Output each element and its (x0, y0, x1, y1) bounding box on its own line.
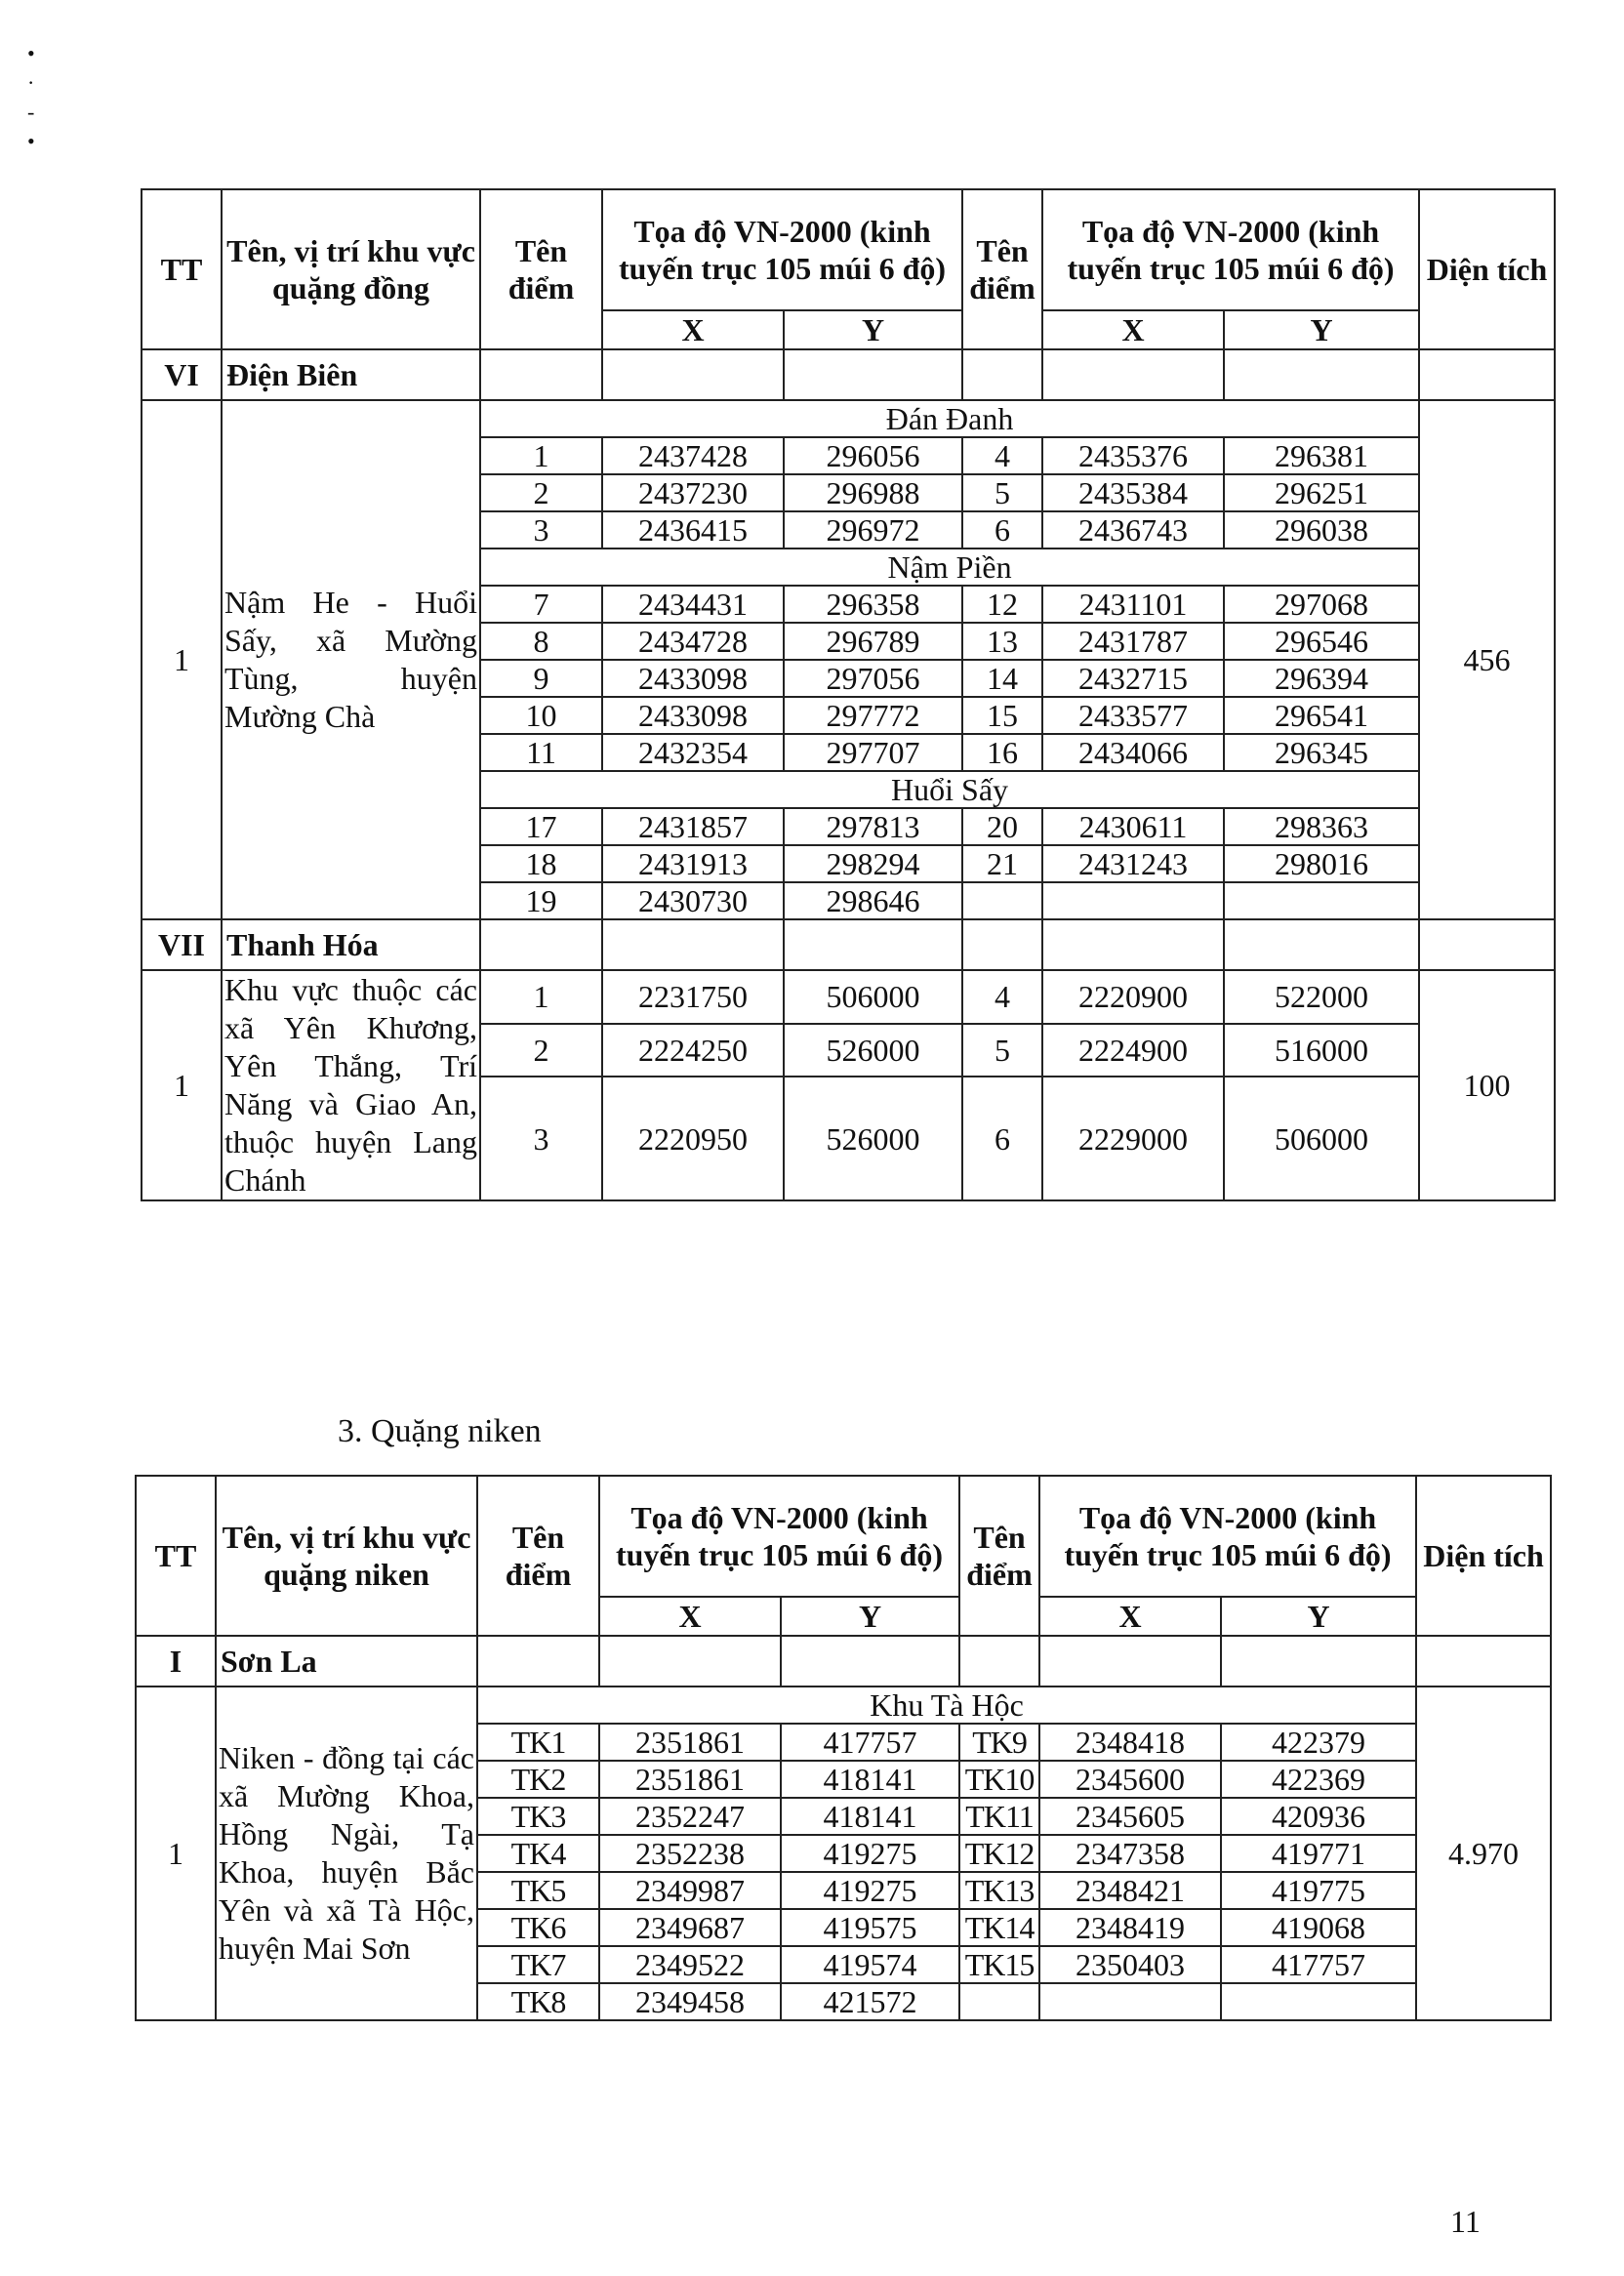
coord-y: 296394 (1224, 660, 1419, 697)
point-name: TK10 (959, 1761, 1039, 1798)
coord-x: 2431101 (1042, 586, 1224, 623)
coord-x: 2345605 (1039, 1798, 1221, 1835)
point-name: 14 (962, 660, 1042, 697)
coord-x (1042, 882, 1224, 919)
copper-ore-table (141, 188, 1556, 1201)
coord-y: 296546 (1224, 623, 1419, 660)
item-number: 1 (142, 400, 222, 919)
coord-y: 422379 (1221, 1724, 1416, 1761)
coord-y: 526000 (784, 1024, 962, 1077)
coord-x: 2433098 (602, 697, 784, 734)
header-x: X (599, 1597, 781, 1636)
coord-y: 297813 (784, 808, 962, 845)
coord-x: 2349687 (599, 1909, 781, 1946)
header-x: X (602, 310, 784, 349)
header-point: Tên điểm (962, 189, 1042, 349)
coord-x: 2431243 (1042, 845, 1224, 882)
coord-y: 296972 (784, 511, 962, 549)
coord-y: 298363 (1224, 808, 1419, 845)
coord-y: 296038 (1224, 511, 1419, 549)
coord-x: 2348418 (1039, 1724, 1221, 1761)
point-name (959, 1983, 1039, 2020)
coord-y: 297056 (784, 660, 962, 697)
coord-y: 298016 (1224, 845, 1419, 882)
header-coord: Tọa độ VN-2000 (kinh tuyến trục 105 múi 6 độ) (599, 1476, 959, 1597)
coord-y: 421572 (781, 1983, 959, 2020)
coord-x (1039, 1983, 1221, 2020)
coord-y: 418141 (781, 1798, 959, 1835)
coord-y: 296358 (784, 586, 962, 623)
coord-x: 2434431 (602, 586, 784, 623)
point-name: 20 (962, 808, 1042, 845)
coord-x: 2433577 (1042, 697, 1224, 734)
section-number: I (136, 1636, 216, 1687)
province-name: Sơn La (216, 1636, 477, 1687)
point-name: 12 (962, 586, 1042, 623)
point-name: TK14 (959, 1909, 1039, 1946)
coord-y: 298294 (784, 845, 962, 882)
coord-x: 2231750 (602, 970, 784, 1024)
area-value: 456 (1419, 400, 1555, 919)
point-name: TK3 (477, 1798, 599, 1835)
coord-y: 420936 (1221, 1798, 1416, 1835)
coord-y: 296251 (1224, 474, 1419, 511)
coord-x: 2352238 (599, 1835, 781, 1872)
header-y: Y (1221, 1597, 1416, 1636)
coord-y: 422369 (1221, 1761, 1416, 1798)
coord-y: 526000 (784, 1077, 962, 1200)
coord-x: 2437428 (602, 437, 784, 474)
coord-x: 2435384 (1042, 474, 1224, 511)
point-name: 16 (962, 734, 1042, 771)
location-name: Nậm He - Huổi Sấy, xã Mường Tùng, huyện Mường Chà (222, 400, 480, 919)
point-name: 5 (962, 1024, 1042, 1077)
coord-y: 297772 (784, 697, 962, 734)
section-number: VII (142, 919, 222, 970)
point-name: 19 (480, 882, 602, 919)
coord-x: 2434066 (1042, 734, 1224, 771)
point-name: 6 (962, 1077, 1042, 1200)
point-name: TK15 (959, 1946, 1039, 1983)
coord-y: 296988 (784, 474, 962, 511)
point-name: 4 (962, 437, 1042, 474)
location-name: Khu vực thuộc các xã Yên Khương, Yên Thắng, Trí Năng và Giao An, thuộc huyện Lang Chánh (222, 970, 480, 1200)
header-coord: Tọa độ VN-2000 (kinh tuyến trục 105 múi 6 độ) (1042, 189, 1419, 310)
coord-x: 2349522 (599, 1946, 781, 1983)
coord-y: 298646 (784, 882, 962, 919)
coord-x: 2347358 (1039, 1835, 1221, 1872)
header-name: Tên, vị trí khu vực quặng niken (216, 1476, 477, 1636)
province-name: Điện Biên (222, 349, 480, 400)
header-coord: Tọa độ VN-2000 (kinh tuyến trục 105 múi 6 độ) (602, 189, 962, 310)
zone-name: Nậm Piền (480, 549, 1419, 586)
point-name: TK12 (959, 1835, 1039, 1872)
header-tt: TT (142, 189, 222, 349)
header-y: Y (1224, 310, 1419, 349)
header-point: Tên điểm (480, 189, 602, 349)
section-number: VI (142, 349, 222, 400)
coord-x: 2229000 (1042, 1077, 1224, 1200)
coord-y: 296541 (1224, 697, 1419, 734)
coord-x: 2430730 (602, 882, 784, 919)
header-point: Tên điểm (959, 1476, 1039, 1636)
coord-y: 516000 (1224, 1024, 1419, 1077)
margin-marks: • · - • (27, 41, 35, 153)
province-name: Thanh Hóa (222, 919, 480, 970)
point-name: 3 (480, 1077, 602, 1200)
zone-row (136, 1687, 1551, 1724)
header-point: Tên điểm (477, 1476, 599, 1636)
coord-x: 2431857 (602, 808, 784, 845)
coord-x: 2431787 (1042, 623, 1224, 660)
header-coord: Tọa độ VN-2000 (kinh tuyến trục 105 múi 6 độ) (1039, 1476, 1416, 1597)
point-name: 13 (962, 623, 1042, 660)
point-name (962, 882, 1042, 919)
point-name: 21 (962, 845, 1042, 882)
coord-y: 417757 (781, 1724, 959, 1761)
point-name: TK1 (477, 1724, 599, 1761)
header-name: Tên, vị trí khu vực quặng đồng (222, 189, 480, 349)
coord-y: 417757 (1221, 1946, 1416, 1983)
point-name: 1 (480, 970, 602, 1024)
coord-y: 296345 (1224, 734, 1419, 771)
coord-x: 2349987 (599, 1872, 781, 1909)
coord-x: 2348419 (1039, 1909, 1221, 1946)
header-x: X (1042, 310, 1224, 349)
point-name: 10 (480, 697, 602, 734)
area-value: 100 (1419, 970, 1555, 1200)
coord-y: 419068 (1221, 1909, 1416, 1946)
point-name: TK4 (477, 1835, 599, 1872)
coord-y: 419574 (781, 1946, 959, 1983)
nickel-ore-table (135, 1475, 1552, 2021)
point-name: 2 (480, 474, 602, 511)
point-name: TK8 (477, 1983, 599, 2020)
point-name: 9 (480, 660, 602, 697)
header-tt: TT (136, 1476, 216, 1636)
coord-x: 2348421 (1039, 1872, 1221, 1909)
coord-y: 419275 (781, 1835, 959, 1872)
coord-y: 297707 (784, 734, 962, 771)
location-name: Niken - đồng tại các xã Mường Khoa, Hồng Ngài, Tạ Khoa, huyện Bắc Yên và xã Tà Hộc, huyện Mai Sơn (216, 1687, 477, 2020)
zone-name: Huổi Sấy (480, 771, 1419, 808)
coord-x: 2351861 (599, 1724, 781, 1761)
point-name: 5 (962, 474, 1042, 511)
point-name: 1 (480, 437, 602, 474)
coord-x: 2432715 (1042, 660, 1224, 697)
coord-x: 2437230 (602, 474, 784, 511)
area-value: 4.970 (1416, 1687, 1551, 2020)
point-name: 17 (480, 808, 602, 845)
coord-y: 419275 (781, 1872, 959, 1909)
coord-y (1221, 1983, 1416, 2020)
coord-x: 2350403 (1039, 1946, 1221, 1983)
table-row (142, 970, 1555, 1024)
header-y: Y (784, 310, 962, 349)
point-name: TK6 (477, 1909, 599, 1946)
point-name: TK9 (959, 1724, 1039, 1761)
zone-name: Khu Tà Hộc (477, 1687, 1416, 1724)
coord-x: 2430611 (1042, 808, 1224, 845)
coord-y: 506000 (1224, 1077, 1419, 1200)
point-name: 15 (962, 697, 1042, 734)
point-name: TK2 (477, 1761, 599, 1798)
coord-x: 2433098 (602, 660, 784, 697)
coord-y: 522000 (1224, 970, 1419, 1024)
page-number: 11 (1450, 2204, 1481, 2239)
coord-x: 2434728 (602, 623, 784, 660)
point-name: 4 (962, 970, 1042, 1024)
coord-x: 2435376 (1042, 437, 1224, 474)
coord-x: 2349458 (599, 1983, 781, 2020)
coord-y: 418141 (781, 1761, 959, 1798)
coord-x: 2436743 (1042, 511, 1224, 549)
coord-y: 297068 (1224, 586, 1419, 623)
header-x: X (1039, 1597, 1221, 1636)
coord-x: 2224250 (602, 1024, 784, 1077)
coord-y: 296056 (784, 437, 962, 474)
point-name: TK11 (959, 1798, 1039, 1835)
coord-y: 296789 (784, 623, 962, 660)
point-name: TK7 (477, 1946, 599, 1983)
point-name: 3 (480, 511, 602, 549)
zone-row (142, 400, 1555, 437)
coord-x: 2436415 (602, 511, 784, 549)
coord-x: 2352247 (599, 1798, 781, 1835)
nickel-section-caption: 3. Quặng niken (338, 1413, 542, 1449)
point-name: 11 (480, 734, 602, 771)
point-name: TK13 (959, 1872, 1039, 1909)
point-name: 8 (480, 623, 602, 660)
coord-x: 2220950 (602, 1077, 784, 1200)
coord-x: 2351861 (599, 1761, 781, 1798)
point-name: 6 (962, 511, 1042, 549)
item-number: 1 (142, 970, 222, 1200)
coord-x: 2224900 (1042, 1024, 1224, 1077)
point-name: 2 (480, 1024, 602, 1077)
zone-name: Đán Đanh (480, 400, 1419, 437)
coord-x: 2345600 (1039, 1761, 1221, 1798)
header-y: Y (781, 1597, 959, 1636)
coord-y: 296381 (1224, 437, 1419, 474)
coord-x: 2432354 (602, 734, 784, 771)
coord-y (1224, 882, 1419, 919)
coord-x: 2431913 (602, 845, 784, 882)
coord-x: 2220900 (1042, 970, 1224, 1024)
point-name: 18 (480, 845, 602, 882)
point-name: 7 (480, 586, 602, 623)
coord-y: 419575 (781, 1909, 959, 1946)
item-number: 1 (136, 1687, 216, 2020)
header-area: Diện tích (1419, 189, 1555, 349)
header-area: Diện tích (1416, 1476, 1551, 1636)
point-name: TK5 (477, 1872, 599, 1909)
coord-y: 419771 (1221, 1835, 1416, 1872)
coord-y: 419775 (1221, 1872, 1416, 1909)
coord-y: 506000 (784, 970, 962, 1024)
